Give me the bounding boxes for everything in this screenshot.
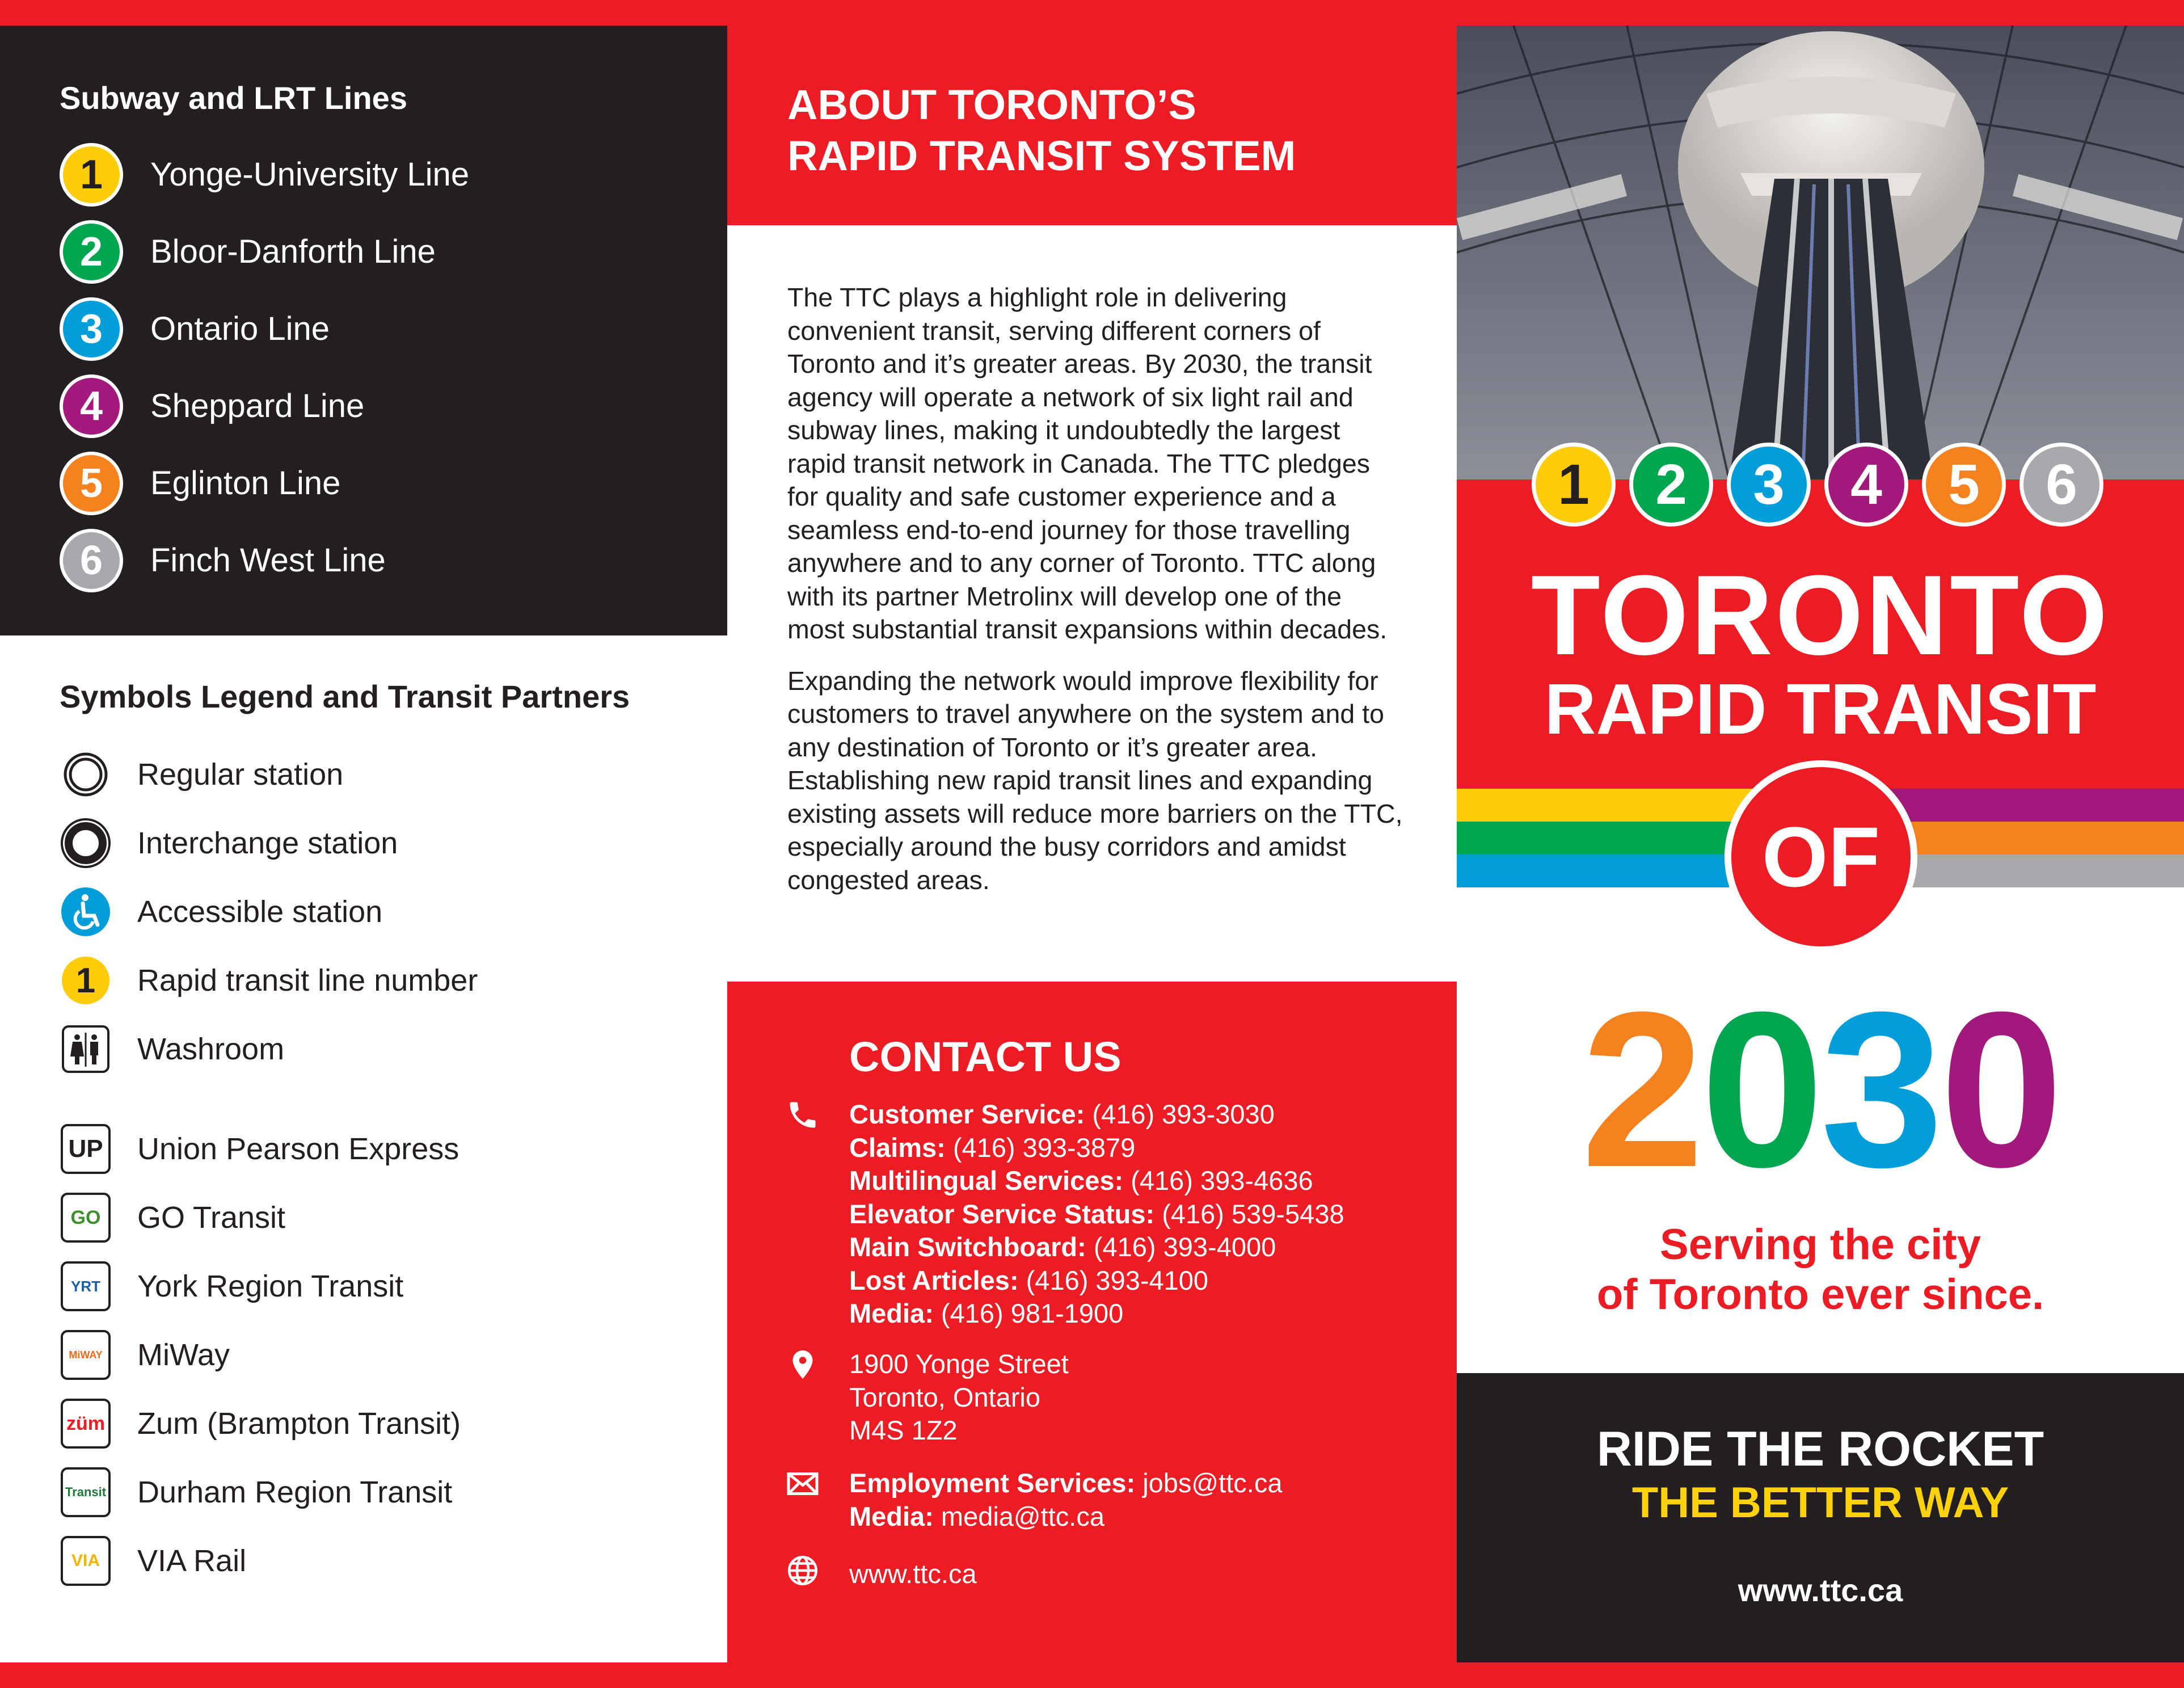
station-photo — [1457, 26, 2184, 479]
washroom-icon — [60, 1023, 112, 1075]
line-name: Sheppard Line — [150, 388, 365, 424]
accessible-icon — [60, 886, 112, 938]
phone-entry-value: (416) 393-3030 — [1085, 1099, 1275, 1129]
phone-icon — [786, 1098, 820, 1132]
partner-label: Zum (Brampton Transit) — [137, 1407, 461, 1441]
line-item — [60, 296, 684, 361]
of-badge: OF — [1725, 760, 1917, 953]
legend-symbol-item — [60, 883, 684, 940]
partner-label: MiWay — [137, 1338, 230, 1372]
cover-line-badge: 3 — [1727, 443, 1811, 527]
email-entry — [849, 1467, 1416, 1500]
phone-entry-value: (416) 393-3879 — [945, 1132, 1136, 1163]
up-express-logo — [60, 1123, 112, 1175]
line-number-icon: 1 — [60, 954, 112, 1007]
legend-symbol-item — [60, 815, 684, 872]
legend-label: Washroom — [137, 1032, 285, 1066]
top-band-right — [1457, 0, 2184, 26]
interchange-station-icon — [60, 817, 112, 869]
cover-line-badge: 6 — [2019, 443, 2103, 527]
phone-entry-value: (416) 393-4000 — [1086, 1232, 1276, 1262]
line-item — [60, 528, 684, 593]
legend-label: Accessible station — [137, 895, 383, 929]
partner-item — [60, 1327, 684, 1383]
partner-item — [60, 1464, 684, 1521]
partner-label: GO Transit — [137, 1201, 286, 1235]
phone-entry — [849, 1231, 1416, 1264]
legend-symbol-item — [60, 952, 684, 1009]
bottom-band-left — [0, 1662, 727, 1688]
cover-line-badge: 2 — [1629, 443, 1713, 527]
cover-title-rapid-transit: RAPID TRANSIT — [1544, 669, 2097, 749]
phone-entry-value: (416) 981-1900 — [933, 1298, 1124, 1328]
top-band-mid — [727, 0, 1457, 26]
line-number-badge: 1 — [60, 143, 123, 207]
partner-logo-mark: GO — [61, 1193, 111, 1243]
line-number-badge: 5 — [60, 452, 123, 515]
phone-entry — [849, 1098, 1416, 1131]
contact-emails — [849, 1467, 1416, 1533]
about-title — [787, 79, 1411, 182]
phone-entry-value: (416) 393-4100 — [1018, 1265, 1209, 1295]
contact-title: CONTACT US — [849, 1033, 1121, 1080]
location-pin-icon — [786, 1348, 820, 1382]
email-entry-label: Media: — [849, 1501, 934, 1531]
cover-website[interactable]: www.ttc.ca — [1738, 1572, 1903, 1608]
about-title-line2: RAPID TRANSIT SYSTEM — [787, 132, 1296, 179]
year-digit: 3 — [1820, 966, 1940, 1213]
line-number-badge: 4 — [60, 374, 123, 438]
address-line: 1900 Yonge Street — [849, 1349, 1069, 1379]
partner-item — [60, 1121, 684, 1177]
go-transit-logo — [60, 1192, 112, 1244]
zum-logo — [60, 1397, 112, 1450]
mail-icon — [786, 1467, 820, 1501]
cover-year — [1457, 966, 2184, 1213]
cover-title-toronto: TORONTO — [1531, 552, 2110, 679]
line-name: Yonge-University Line — [150, 156, 470, 193]
line-name: Bloor-Danforth Line — [150, 233, 436, 270]
contact-website[interactable]: www.ttc.ca — [849, 1559, 977, 1589]
line-name: Finch West Line — [150, 542, 386, 579]
line-name: Eglinton Line — [150, 465, 341, 502]
email-entry-value: jobs@ttc.ca — [1135, 1468, 1283, 1498]
bottom-band-right — [1457, 1662, 2184, 1688]
partner-logo-mark: UP — [61, 1124, 111, 1174]
phone-entry-label: Claims: — [849, 1132, 946, 1163]
yrt-logo — [60, 1260, 112, 1312]
phone-entry — [849, 1164, 1416, 1198]
contact-address — [849, 1348, 1416, 1447]
line-name: Ontario Line — [150, 310, 330, 347]
line-number-badge: 2 — [60, 220, 123, 284]
cover-line-badge: 4 — [1824, 443, 1908, 527]
line-number-badge: 3 — [60, 297, 123, 361]
contact-phones — [849, 1098, 1416, 1331]
cover-line-badge: 5 — [1922, 443, 2006, 527]
tagline-line1: Serving the city — [1660, 1220, 1981, 1269]
phone-entry-label: Customer Service: — [849, 1099, 1085, 1129]
partner-item — [60, 1189, 684, 1246]
line-item — [60, 451, 684, 516]
miway-logo — [60, 1329, 112, 1381]
legend-symbol-item — [60, 746, 684, 803]
partner-logo-mark: MiWAY — [61, 1330, 111, 1380]
phone-entry — [849, 1297, 1416, 1331]
via-rail-logo — [60, 1535, 112, 1587]
cover-line-badge: 1 — [1532, 443, 1616, 527]
legend-label: Interchange station — [137, 826, 398, 860]
phone-entry — [849, 1131, 1416, 1165]
phone-entry — [849, 1264, 1416, 1298]
partner-label: York Region Transit — [137, 1269, 404, 1303]
phone-entry-label: Elevator Service Status: — [849, 1198, 1155, 1229]
partner-logo-mark: Transit — [61, 1467, 111, 1517]
globe-icon — [786, 1554, 820, 1588]
line-item — [60, 373, 684, 439]
year-digit: 2 — [1581, 966, 1701, 1213]
partner-logo-mark: züm — [61, 1399, 111, 1449]
partner-logo-mark: VIA — [61, 1536, 111, 1586]
partner-item — [60, 1533, 684, 1589]
legend-label: Regular station — [137, 757, 344, 792]
email-entry-label: Employment Services: — [849, 1468, 1136, 1498]
drt-logo — [60, 1466, 112, 1518]
about-paragraph-1: The TTC plays a highlight role in delivering convenient transit, serving different corners of Toronto and it’s greater areas. By 2030, the transit agency will operate a network of six light rail and subway lines, making it undoubtedly the largest rapid transit network in Canada. The TTC pledges for quality and safe customer experience and a seamless end-to-end journey for those travelling anywhere and to any corner of Toronto. TTC along with its partner Metrolinx will develop one of the most substantial transit expansions within decades. — [787, 283, 1388, 644]
partner-label: VIA Rail — [137, 1544, 247, 1578]
partner-label: Durham Region Transit — [137, 1475, 453, 1509]
cover-tagline — [1457, 1220, 2184, 1320]
year-digit: 0 — [1940, 966, 2060, 1213]
phone-entry-value: (416) 393-4636 — [1123, 1165, 1313, 1196]
year-digit: 0 — [1701, 966, 1820, 1213]
line-number-badge: 6 — [60, 529, 123, 592]
partner-item — [60, 1395, 684, 1452]
partner-label: Union Pearson Express — [137, 1132, 459, 1166]
legend-label: Rapid transit line number — [137, 963, 478, 997]
phone-entry-value: (416) 539-5438 — [1154, 1198, 1344, 1229]
phone-entry-label: Main Switchboard: — [849, 1232, 1086, 1262]
partner-logo-mark: YRT — [61, 1261, 111, 1311]
cover-line-numbers — [1532, 443, 2117, 527]
address-line: Toronto, Ontario — [849, 1382, 1041, 1412]
line-item — [60, 142, 684, 207]
legend-title: Symbols Legend and Transit Partners — [60, 679, 630, 714]
about-paragraph-2: Expanding the network would improve flexibility for customers to travel anywhere on the system and to any destination of Toronto or it’s greater area. Establishing new rapid transit lines and expanding existing assets will reduce more barriers on the TTC, especially around the busy corridors and amidst congested areas. — [787, 666, 1403, 895]
lines-title: Subway and LRT Lines — [60, 80, 407, 116]
regular-station-icon — [60, 748, 112, 801]
about-title-line1: ABOUT TORONTO’S — [787, 81, 1196, 128]
phone-entry-label: Media: — [849, 1298, 934, 1328]
email-entry — [849, 1500, 1416, 1534]
tagline-line2: of Toronto ever since. — [1596, 1270, 2044, 1319]
ride-the-rocket: RIDE THE ROCKET — [1596, 1422, 2044, 1476]
phone-entry-label: Lost Articles: — [849, 1265, 1019, 1295]
escalator-illustration — [1457, 26, 2184, 479]
line-item — [60, 219, 684, 284]
about-text — [787, 281, 1406, 915]
partner-item — [60, 1258, 684, 1315]
top-band-left — [0, 0, 727, 26]
the-better-way: THE BETTER WAY — [1631, 1479, 2009, 1527]
email-entry-value: media@ttc.ca — [933, 1501, 1104, 1531]
phone-entry — [849, 1198, 1416, 1231]
phone-entry-label: Multilingual Services: — [849, 1165, 1124, 1196]
address-line: M4S 1Z2 — [849, 1415, 958, 1445]
legend-symbol-item — [60, 1021, 684, 1077]
